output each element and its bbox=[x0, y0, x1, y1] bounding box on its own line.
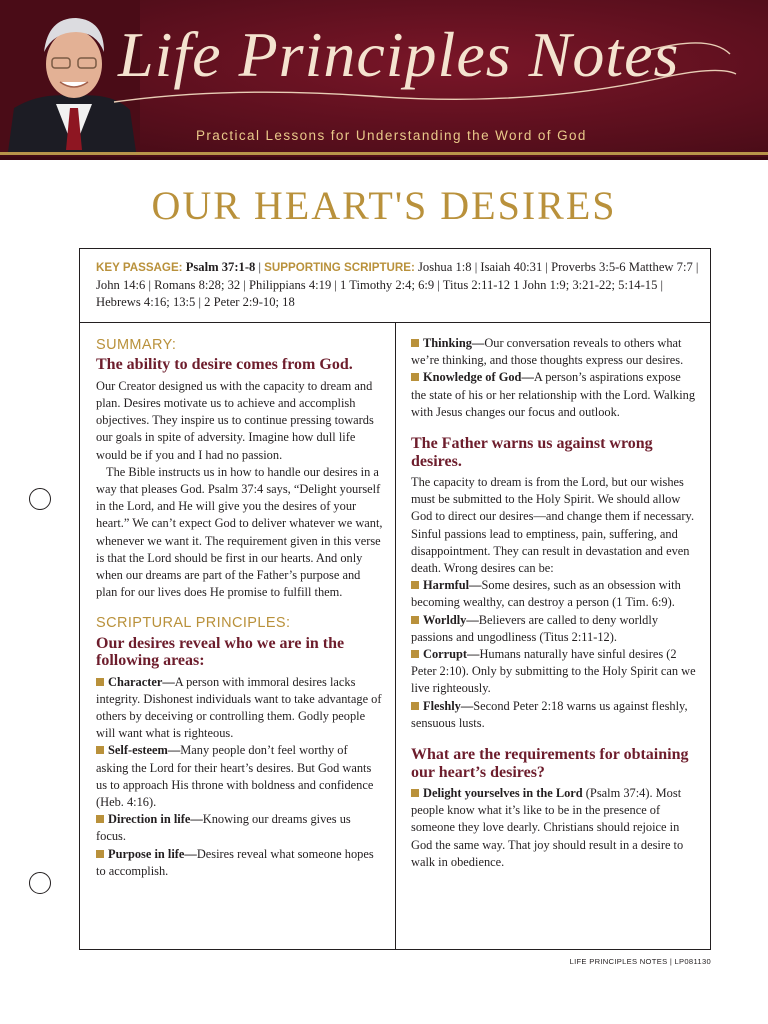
list-item: Fleshly—Second Peter 2:18 warns us against fleshly, sensuous lusts. bbox=[411, 698, 688, 730]
title-flourish bbox=[110, 30, 740, 120]
footer-code: LIFE PRINCIPLES NOTES | LP081130 bbox=[569, 957, 711, 966]
principles-label: SCRIPTURAL PRINCIPLES: bbox=[96, 615, 291, 632]
bullet-square-icon bbox=[96, 746, 104, 754]
publication-title: Life Principles Notes bbox=[118, 19, 680, 90]
content-box bbox=[79, 248, 711, 950]
bullet-square-icon bbox=[96, 815, 104, 823]
reference-separator: | bbox=[255, 260, 265, 274]
right-column bbox=[411, 335, 696, 871]
summary-heading: The ability to desire comes from God. bbox=[96, 356, 353, 374]
warning-paragraph: The capacity to dream is from the Lord, but our wishes must be submitted to the Holy Spirit. We should allow God to direct our desires—and change them if necessary. Sinful passions lead to emptiness, pain, suffering, and disappointment. They can result in devastation and even death. Wrong desires can be: bbox=[411, 475, 695, 576]
summary-paragraph-1: Our Creator designed us with the capacity to dream and plan. Desires motivate us to achieve and accomplish objectives. They inspire us to continue pressing towards our goals in spite of adversity. Imagine how dull life would be if you and I had no passion. bbox=[96, 378, 374, 462]
list-item: Self-esteem—Many people don’t feel worthy of asking the Lord for their heart’s desires. But God wants us to approach His throne with boldness and confidence (Heb. 4:16). bbox=[96, 743, 374, 809]
key-passage-label: KEY PASSAGE: bbox=[96, 261, 183, 274]
bullet-square-icon bbox=[96, 678, 104, 686]
bullet-square-icon bbox=[411, 581, 419, 589]
list-item: Knowledge of God—A person’s aspirations expose the state of his or her relationship with the Lord. Walking with Jesus changes our focus and outlook. bbox=[411, 370, 696, 419]
list-item: Corrupt—Humans naturally have sinful desires (2 Peter 2:10). Only by submitting to the Holy Spirit can we live righteously. bbox=[411, 647, 696, 696]
page-title: OUR HEART'S DESIRES bbox=[151, 183, 617, 228]
list-item: Character—A person with immoral desires lacks integrity. Dishonest individuals want to take advantage of others by deceiving or controlling them. Godly people will want what is righteous. bbox=[96, 674, 382, 741]
principles-heading: Our desires reveal who we are in the following areas: bbox=[96, 634, 345, 670]
bullet-square-icon bbox=[411, 702, 419, 710]
list-item: Thinking—Our conversation reveals to others what we’re thinking, and those thoughts express our desires. bbox=[411, 336, 684, 368]
scripture-references bbox=[96, 259, 701, 312]
header-banner bbox=[0, 0, 768, 160]
binder-hole-bottom bbox=[29, 872, 51, 894]
summary-label: SUMMARY: bbox=[96, 337, 177, 353]
supporting-scripture-label: SUPPORTING SCRIPTURE: bbox=[264, 261, 415, 274]
left-column bbox=[96, 337, 383, 880]
list-item: Harmful—Some desires, such as an obsession with becoming wealthy, can destroy a person (1 Tim. 6:9). bbox=[411, 578, 681, 610]
bullet-square-icon bbox=[411, 616, 419, 624]
list-item: Purpose in life—Desires reveal what someone hopes to accomplish. bbox=[96, 846, 374, 878]
publication-tagline: Practical Lessons for Understanding the Word of God bbox=[196, 128, 587, 143]
list-item: Direction in life—Knowing our dreams gives us focus. bbox=[96, 812, 351, 844]
summary-paragraph-2: The Bible instructs us in how to handle our desires in a way that pleases God. Psalm 37:4 says, “Delight yourself in the Lord, and He will give you the desires of your heart.” We can’t expect God to deliver whatever we want, whenever we want it. The requirement given in this verse is that the Lord should be first in our hearts. And only when our dreams are part of the Father’s purpose and plan for our lives does He promise to fulfill them. bbox=[96, 464, 383, 600]
warning-heading: The Father warns us against wrong desires. bbox=[411, 435, 653, 470]
bullet-square-icon bbox=[411, 789, 419, 797]
banner-gold-rule bbox=[0, 152, 768, 155]
bullet-square-icon bbox=[411, 339, 419, 347]
bullet-square-icon bbox=[411, 650, 419, 658]
bullet-square-icon bbox=[411, 373, 419, 381]
bullet-square-icon bbox=[96, 850, 104, 858]
list-item: Worldly—Believers are called to deny worldly passions and ungodliness (Titus 2:11-12). bbox=[411, 612, 659, 644]
list-item: Delight yourselves in the Lord (Psalm 37:4). Most people know what it’s like to be in the presence of someone they love dearly. Christians should rejoice in God the same way. That joy should result in a desire to walk in obedience. bbox=[411, 786, 684, 869]
column-divider bbox=[395, 322, 396, 949]
requirements-heading: What are the requirements for obtaining our heart’s desires? bbox=[411, 746, 689, 781]
banner-dark-rule bbox=[0, 157, 768, 160]
binder-hole-top bbox=[29, 488, 51, 510]
key-passage-value: Psalm 37:1-8 bbox=[185, 260, 256, 274]
supporting-scripture-value: Joshua 1:8 | Isaiah 40:31 | Proverbs 3:5-6 Matthew 7:7 | John 14:6 | Romans 8:28; 32 | Philippians 4:19 | 1 Timothy 2:4; 6:9 | Titus 2:11-12 1 John 1:9; 3:21-22; 5:14-15 | Hebrews 4:16; 13:5 | 2 Peter 2:9-10; 18 bbox=[96, 260, 699, 309]
